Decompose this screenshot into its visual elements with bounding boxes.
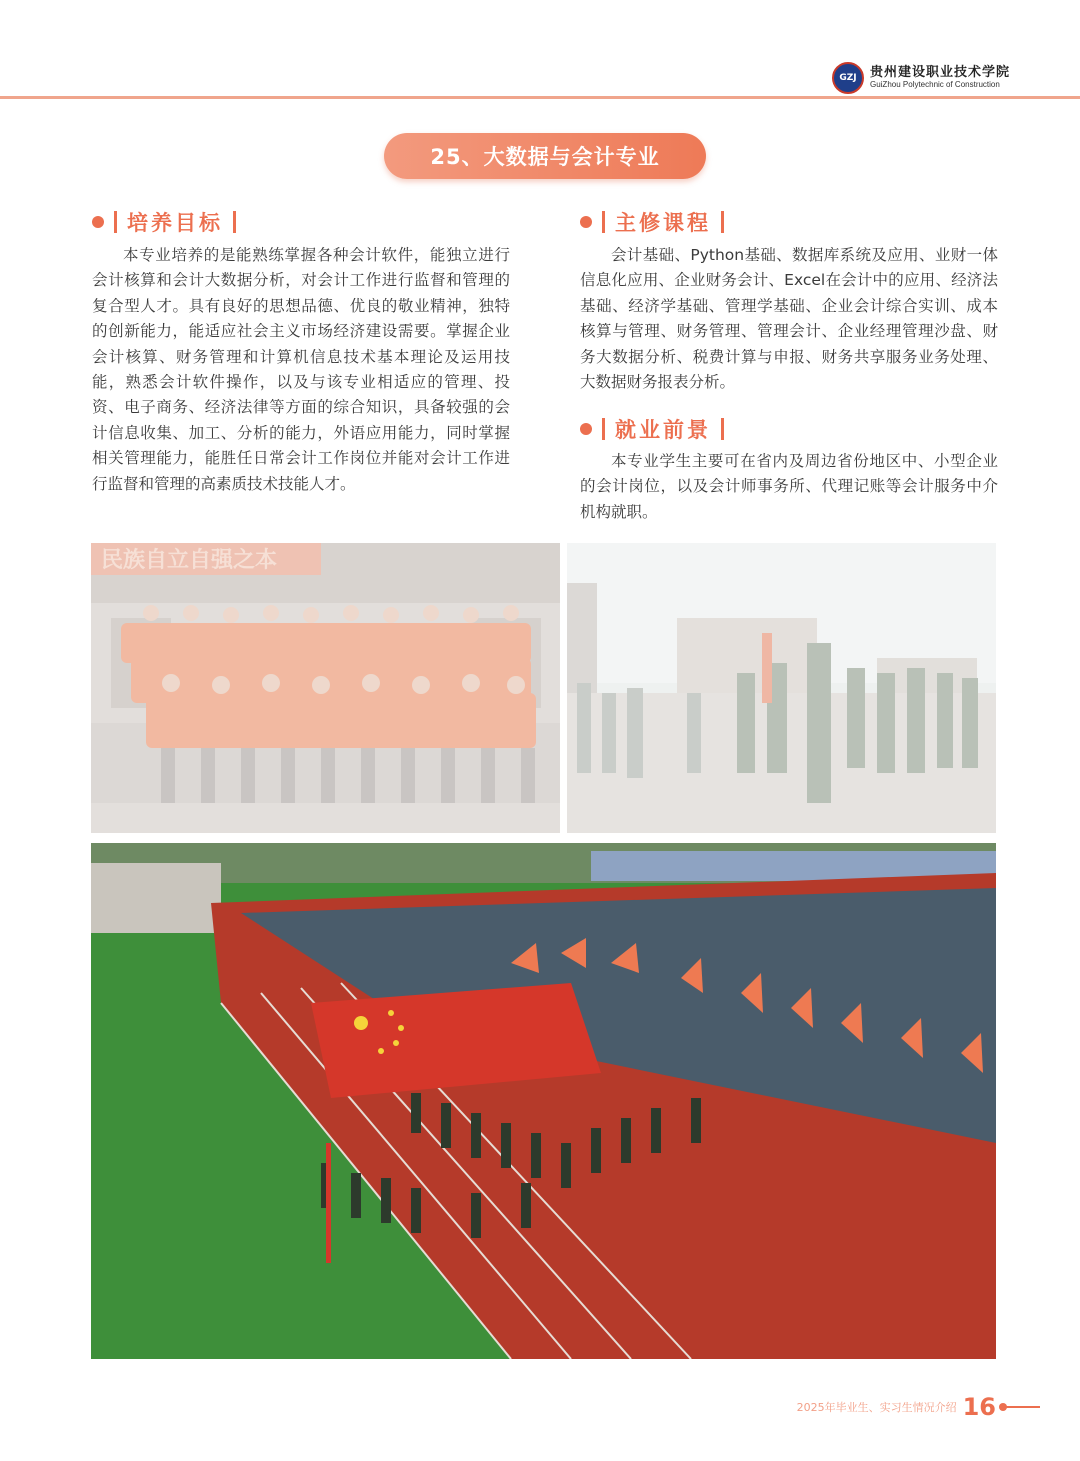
stadium-ceremony-photo: [91, 843, 996, 1359]
courses-text: 会计基础、Python基础、数据库系统及应用、业财一体信息化应用、企业财务会计、Excel在会计中的应用、经济法基础、经济学基础、管理学基础、企业会计综合实训、成本核算与管理、财务管理、管理会计、企业经理管理沙盘、财务大数据分析、税费计算与申报、财务共享服务业务处理、大数据财务报表分析。: [580, 246, 998, 392]
footer-text: 2025年毕业生、实习生情况介绍: [796, 1401, 957, 1414]
courses-heading: 主修课程: [580, 207, 724, 237]
heading-bar-icon: [602, 418, 605, 440]
heading-bar-icon: [602, 211, 605, 233]
page-title: 25、大数据与会计专业: [384, 133, 706, 179]
heading-bar-icon: [721, 418, 724, 440]
honor-guard-photo: [567, 543, 996, 833]
bullet-dot-icon: [580, 216, 592, 228]
goal-heading: 培养目标: [92, 207, 236, 237]
page-footer: [797, 1393, 1040, 1421]
banner-text: 民族自立自强之本: [101, 548, 278, 573]
college-seal-icon: GZJ: [832, 62, 864, 94]
college-name-cn: 贵州建设职业技术学院: [869, 65, 1010, 81]
college-name: [870, 66, 1010, 89]
bullet-dot-icon: [92, 216, 104, 228]
college-logo: [832, 62, 1010, 94]
group-photo: [91, 543, 560, 833]
career-heading: 就业前景: [580, 414, 724, 444]
career-text: 本专业学生主要可在省内及周边省份地区中、小型企业的会计岗位，以及会计师事务所、代理记账等会计服务中介机构就职。: [580, 452, 998, 521]
goal-text: 本专业培养的是能熟练掌握各种会计软件，能独立进行会计核算和会计大数据分析，对会计工作进行监督和管理的复合型人才。具有良好的思想品德、优良的敬业精神，独特的创新能力，能适应社会主义市场经济建设需要。掌握企业会计核算、财务管理和计算机信息技术基本理论及运用技能，熟悉会计软件操作，以及与该专业相适应的管理、投资、电子商务、经济法律等方面的综合知识，具备较强的会计信息收集、加工、分析的能力，外语应用能力，同时掌握相关管理能力，能胜任日常会计工作岗位并能对会计工作进行监督和管理的高素质技术技能人才。: [92, 246, 510, 493]
header-divider: [0, 96, 1080, 99]
college-name-en: GuiZhou Polytechnic of Construction: [869, 79, 1000, 89]
heading-bar-icon: [233, 211, 236, 233]
bullet-dot-icon: [580, 423, 592, 435]
page-number: 16: [962, 1393, 996, 1421]
heading-bar-icon: [114, 211, 117, 233]
footer-line-icon: [1002, 1406, 1040, 1408]
heading-bar-icon: [721, 211, 724, 233]
